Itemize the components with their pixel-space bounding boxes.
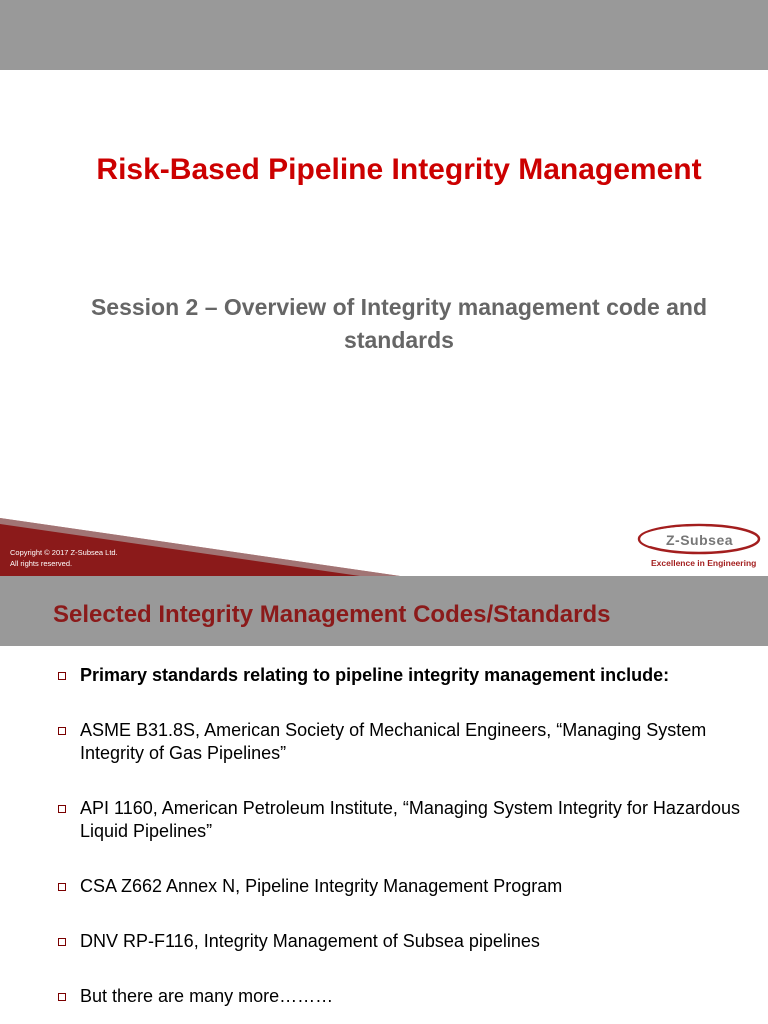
list-item (58, 664, 748, 687)
z-subsea-logo (634, 518, 764, 574)
rights-line: All rights reserved. (10, 559, 73, 568)
logo-tagline: Excellence in Engineering (651, 558, 757, 568)
square-bullet-icon (58, 805, 66, 813)
square-bullet-icon (58, 938, 66, 946)
copyright-line: Copyright © 2017 Z-Subsea Ltd. (10, 548, 118, 557)
list-item-text: ASME B31.8S, American Society of Mechanical Engineers, “Managing System Integrity of Gas Pipelines” (80, 720, 707, 763)
slide-title: Risk-Based Pipeline Integrity Management (96, 153, 702, 186)
content-slide (0, 576, 768, 1024)
header-bar (0, 576, 768, 646)
square-bullet-icon (58, 727, 66, 735)
square-bullet-icon (58, 993, 66, 1001)
list-item (58, 797, 748, 843)
header-bar (0, 0, 768, 70)
list-item-text: DNV RP-F116, Integrity Management of Subsea pipelines (80, 931, 540, 951)
list-item (58, 719, 748, 765)
bullet-list (58, 664, 748, 1008)
square-bullet-icon (58, 672, 66, 680)
list-item (58, 930, 748, 953)
list-item-text: But there are many more……… (80, 986, 334, 1006)
list-item (58, 875, 748, 898)
list-item (58, 985, 748, 1008)
list-item-text: Primary standards relating to pipeline integrity management include: (80, 665, 670, 685)
copyright-notice (10, 547, 118, 569)
slide-title: Selected Integrity Management Codes/Standards (53, 601, 611, 628)
square-bullet-icon (58, 883, 66, 891)
slide-subtitle: Session 2 – Overview of Integrity management code and standards (90, 294, 708, 353)
logo-name: Z-Subsea (666, 532, 734, 548)
list-item-text: API 1160, American Petroleum Institute, “Managing System Integrity for Hazardous Liquid Pipelines” (80, 798, 740, 841)
list-item-text: CSA Z662 Annex N, Pipeline Integrity Management Program (80, 876, 563, 896)
